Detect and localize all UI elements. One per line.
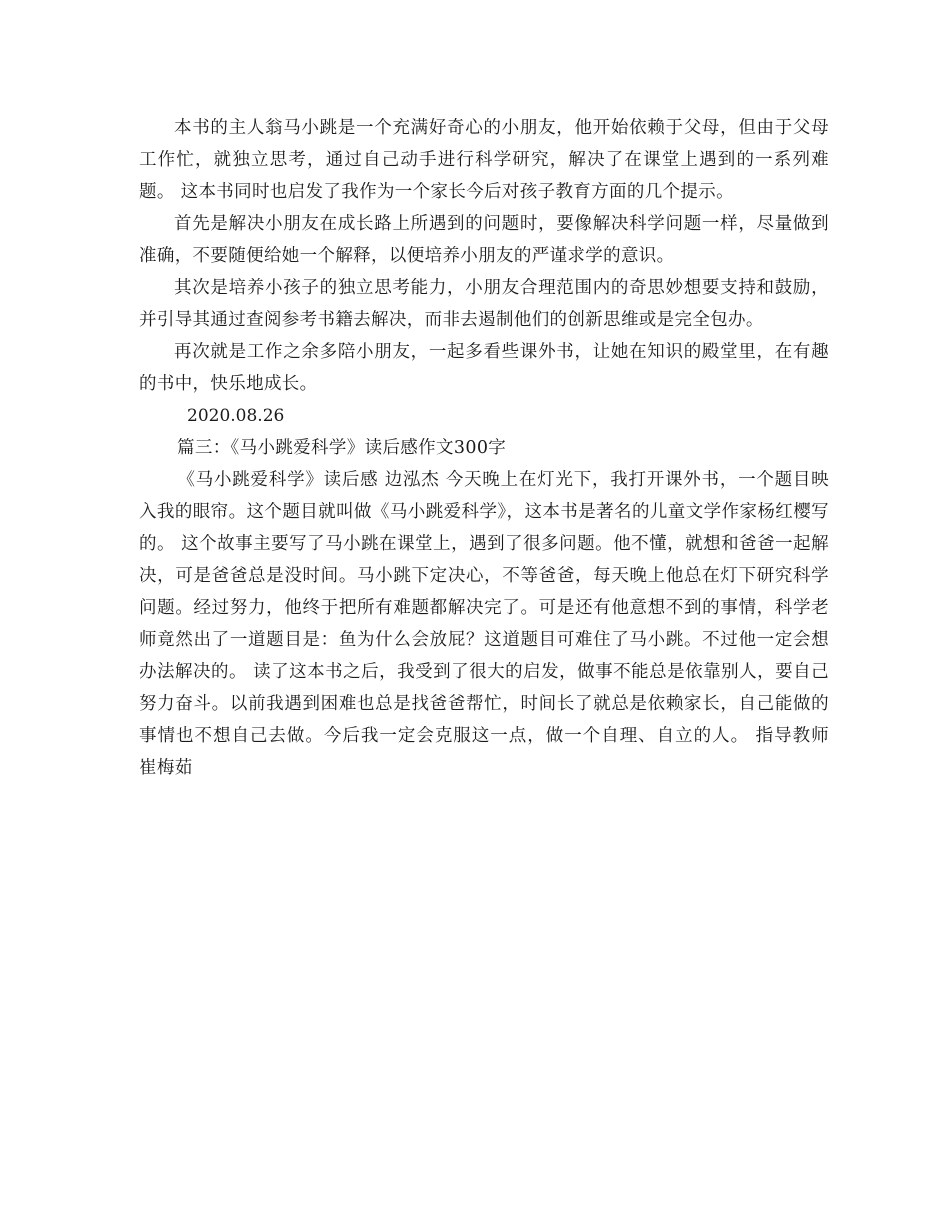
paragraph-second-point: 其次是培养小孩子的独立思考能力，小朋友合理范围内的奇思妙想要支持和鼓励，并引导其通过查阅参考书籍去解决，而非去遏制他们的创新思维或是完全包办。 <box>139 278 829 330</box>
paragraph-third-point: 再次就是工作之余多陪小朋友，一起多看些课外书，让她在知识的殿堂里，在有趣的书中，快乐地成长。 <box>139 342 829 394</box>
paragraph-first-point: 首先是解决小朋友在成长路上所遇到的问题时，要像解决科学问题一样，尽量做到准确，不要随便给她一个解释，以便培养小朋友的严谨求学的意识。 <box>139 214 829 266</box>
document-body <box>139 112 829 784</box>
section-title: 篇三：《马小跳爱科学》读后感作文300字 <box>177 438 507 458</box>
document-date: 2020.08.26 <box>187 406 285 426</box>
paragraph-essay: 《马小跳爱科学》读后感 边泓杰 今天晚上在灯光下，我打开课外书，一个题目映入我的眼帘。这个题目就叫做《马小跳爱科学》，这本书是著名的儿童文学作家杨红樱写的。 这个故事主要写了马小跳在课堂上，遇到了很多问题。他不懂，就想和爸爸一起解决，可是爸爸总是没时间。马小跳下定决心，不等爸爸，每天晚上他总在灯下研究科学问题。经过努力，他终于把所有难题都解决完了。可是还有他意想不到的事情，科学老师竟然出了一道题目是：鱼为什么会放屁？这道题目可难住了马小跳。不过他一定会想办法解决的。 读了这本书之后，我受到了很大的启发，做事不能总是依靠别人，要自己努力奋斗。以前我遇到困难也总是找爸爸帮忙，时间长了就总是依赖家长，自己能做的事情也不想自己去做。今后我一定会克服这一点，做一个自理、自立的人。 指导教师 崔梅茹 <box>139 470 829 778</box>
paragraph-intro: 本书的主人翁马小跳是一个充满好奇心的小朋友，他开始依赖于父母，但由于父母工作忙，就独立思考，通过自己动手进行科学研究，解决了在课堂上遇到的一系列难题。 这本书同时也启发了我作为一个家长今后对孩子教育方面的几个提示。 <box>139 118 829 202</box>
